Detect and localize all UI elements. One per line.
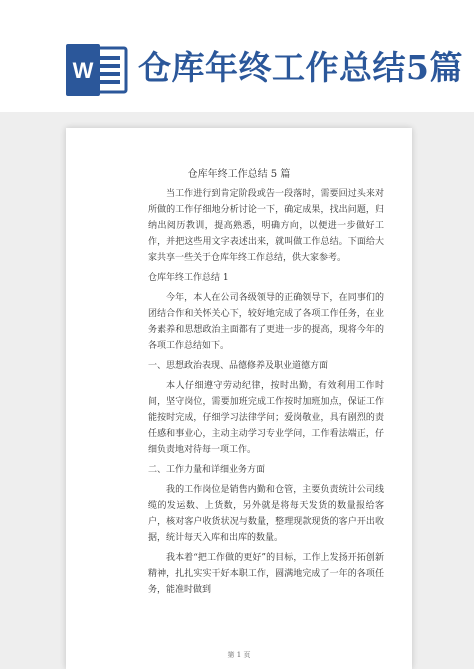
- document-title: 仓库年终工作总结 5 篇: [187, 169, 291, 180]
- section-heading: 二、工作力量和详细业务方面: [148, 465, 266, 475]
- paragraph-intro: 当工作进行到肯定阶段或告一段落时，需要回过头来对所做的工作仔细地分析讨论一下，确定成果，找出问题，归纳出阅历教训，提高熟悉，明确方向，以便进一步做好工作，并把这些用文字表述出来，就叫做工作总结。下面给大家共享一些关于仓库年终工作总结，供大家参考。: [148, 189, 384, 263]
- paragraph: 我本着“把工作做的更好”的目标，工作上发扬开拓创新精神，扎扎实实干好本职工作，圆满地完成了一年的各项任务，能准时做到: [148, 553, 384, 595]
- word-document-icon: [66, 44, 128, 96]
- document-body: [148, 186, 384, 602]
- document-page: [66, 128, 412, 669]
- title-banner: [0, 0, 474, 112]
- section-heading: 仓库年终工作总结 1: [148, 273, 229, 283]
- paragraph: 本人仔细遵守劳动纪律，按时出勤，有效利用工作时间，坚守岗位，需要加班完成工作按时加班加点，保证工作能按时完成，仔细学习法律学问；爱岗敬业，具有剧烈的责任感和事业心，主动主动学习专业学问，工作看法端正，仔细负责地对待每一项工作。: [148, 381, 384, 455]
- paragraph: 今年，本人在公司各级领导的正确领导下，在同事们的团结合作和关怀关心下，较好地完成了各项工作任务，在业务素养和思想政治主面都有了更进一步的提高，现将今年的各项工作总结如下。: [148, 293, 384, 351]
- svg-text:W: W: [72, 58, 94, 83]
- section-heading: 一、思想政治表现、品德修养及职业道德方面: [148, 361, 329, 371]
- paragraph: 我的工作岗位是销售内勤和仓管，主要负责统计公司线缆的发运数、上货数，另外就是将每天发货的数量报给客户，核对客户收货状况与数量，整理现款现货的客户开出收据，统计每天入库和出库的数量。: [148, 485, 384, 543]
- page-number: 第 1 页: [227, 651, 251, 659]
- banner-title: 仓库年终工作总结5篇: [138, 48, 463, 87]
